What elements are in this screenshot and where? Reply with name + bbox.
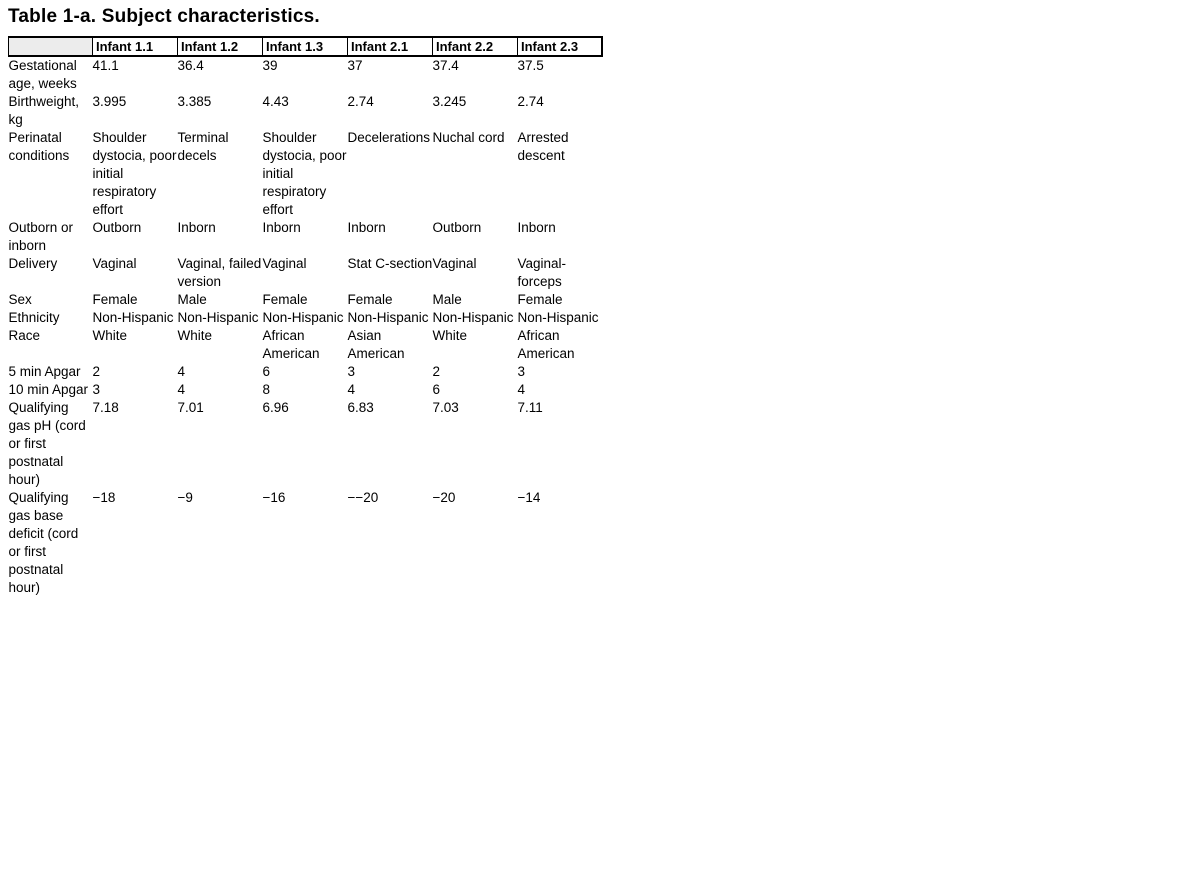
table-cell: Non-Hispanic <box>347 310 429 325</box>
table-cell: 37 <box>347 58 363 73</box>
subject-characteristics-table <box>8 36 603 597</box>
table-cell: Non-Hispanic <box>517 310 599 325</box>
table-row <box>9 56 602 93</box>
table-cell: 36.4 <box>177 58 204 73</box>
table-cell: 3.245 <box>432 94 467 109</box>
table-cell: White <box>92 328 128 343</box>
table-cell: 3.385 <box>177 94 212 109</box>
table-row <box>9 219 602 255</box>
table-cell: Non-Hispanic <box>262 310 344 325</box>
table-cell: 3.995 <box>92 94 127 109</box>
table-cell: 2.74 <box>347 94 374 109</box>
row-label: Sex <box>8 292 32 307</box>
row-label: 5 min Apgar <box>8 364 81 379</box>
table-cell: −16 <box>262 490 286 505</box>
table-cell: Non-Hispanic <box>177 310 259 325</box>
table-cell: 4 <box>347 382 356 397</box>
table-cell: Inborn <box>262 220 301 235</box>
row-label: Birthweight, kg <box>8 94 80 127</box>
table-cell: Vaginal-forceps <box>517 256 567 289</box>
table-cell: Nuchal cord <box>432 130 505 145</box>
table-cell: Shoulder dystocia, poor initial respiratory effort <box>92 130 177 217</box>
header-cell-infant-1-3: Infant 1.3 <box>263 37 348 56</box>
table-cell: 4 <box>177 382 186 397</box>
table-cell: Inborn <box>347 220 386 235</box>
table-cell: Female <box>92 292 138 307</box>
table-cell: 37.4 <box>432 58 459 73</box>
table-title: Table 1-a. Subject characteristics. <box>8 6 320 27</box>
table-cell: Asian American <box>347 328 405 361</box>
table-cell: −−20 <box>347 490 379 505</box>
table-cell: 4.43 <box>262 94 289 109</box>
table-cell: 3 <box>347 364 356 379</box>
table-row <box>9 363 602 381</box>
row-label: Race <box>8 328 41 343</box>
table-cell: −14 <box>517 490 541 505</box>
table-cell: 8 <box>262 382 271 397</box>
table-row <box>9 93 602 129</box>
table-cell: 6.96 <box>262 400 289 415</box>
table-cell: −20 <box>432 490 456 505</box>
table-cell: Female <box>347 292 393 307</box>
table-cell: Shoulder dystocia, poor initial respiratory effort <box>262 130 347 217</box>
table-row <box>9 489 602 597</box>
table-cell: African American <box>262 328 320 361</box>
row-label: Qualifying gas pH (cord or first postnatal hour) <box>8 400 86 487</box>
table-body <box>9 56 602 597</box>
table-row <box>9 399 602 489</box>
table-row <box>9 129 602 219</box>
table-cell: Vaginal <box>92 256 137 271</box>
table-cell: 4 <box>517 382 526 397</box>
table-cell: 7.11 <box>517 400 543 415</box>
table-cell: Stat C-section <box>347 256 433 271</box>
table-cell: 7.18 <box>92 400 119 415</box>
table-cell: 41.1 <box>92 58 119 73</box>
row-label: Delivery <box>8 256 58 271</box>
table-cell: 2 <box>432 364 441 379</box>
table-cell: 39 <box>262 58 278 73</box>
row-label: Perinatal conditions <box>8 130 70 163</box>
table-header-row <box>9 37 602 56</box>
header-cell-infant-2-2: Infant 2.2 <box>433 37 518 56</box>
row-label: Gestational age, weeks <box>8 58 77 91</box>
table-cell: 6 <box>432 382 441 397</box>
row-label: 10 min Apgar <box>8 382 89 397</box>
table-cell: 3 <box>517 364 526 379</box>
table-cell: −9 <box>177 490 193 505</box>
table-cell: Inborn <box>517 220 556 235</box>
table-cell: Arrested descent <box>517 130 569 163</box>
table-cell: 6.83 <box>347 400 374 415</box>
table-cell: Vaginal, failed version <box>177 256 262 289</box>
table-cell: 2.74 <box>517 94 544 109</box>
table-cell: Female <box>262 292 308 307</box>
table-row <box>9 381 602 399</box>
header-cell-infant-1-1: Infant 1.1 <box>93 37 178 56</box>
row-label: Qualifying gas base deficit (cord or first postnatal hour) <box>8 490 79 595</box>
table-cell: Outborn <box>432 220 482 235</box>
table-row <box>9 327 602 363</box>
table-cell: Female <box>517 292 563 307</box>
row-label: Outborn or inborn <box>8 220 74 253</box>
table-cell: 2 <box>92 364 101 379</box>
table-cell: Non-Hispanic <box>92 310 174 325</box>
table-cell: 6 <box>262 364 271 379</box>
table-cell: Vaginal <box>262 256 307 271</box>
table-cell: Inborn <box>177 220 216 235</box>
table-cell: Non-Hispanic <box>432 310 514 325</box>
table-cell: 7.01 <box>177 400 204 415</box>
table-cell: Male <box>177 292 207 307</box>
row-label: Ethnicity <box>8 310 60 325</box>
header-cell-infant-2-1: Infant 2.1 <box>348 37 433 56</box>
table-cell: African American <box>517 328 575 361</box>
table-cell: Male <box>432 292 462 307</box>
table-cell: 37.5 <box>517 58 544 73</box>
table-cell: White <box>432 328 468 343</box>
table-row <box>9 291 602 309</box>
table-row <box>9 309 602 327</box>
table-cell: Decelerations <box>347 130 431 145</box>
table-cell: Outborn <box>92 220 142 235</box>
header-cell-infant-2-3: Infant 2.3 <box>518 37 602 56</box>
table-cell: White <box>177 328 213 343</box>
table-cell: 7.03 <box>432 400 459 415</box>
table-cell: Terminal decels <box>177 130 229 163</box>
table-cell: Vaginal <box>432 256 477 271</box>
table-cell: 4 <box>177 364 186 379</box>
header-cell-infant-1-2: Infant 1.2 <box>178 37 263 56</box>
table-cell: 3 <box>92 382 101 397</box>
table-row <box>9 255 602 291</box>
header-cell-blank <box>9 37 93 56</box>
table-cell: −18 <box>92 490 116 505</box>
